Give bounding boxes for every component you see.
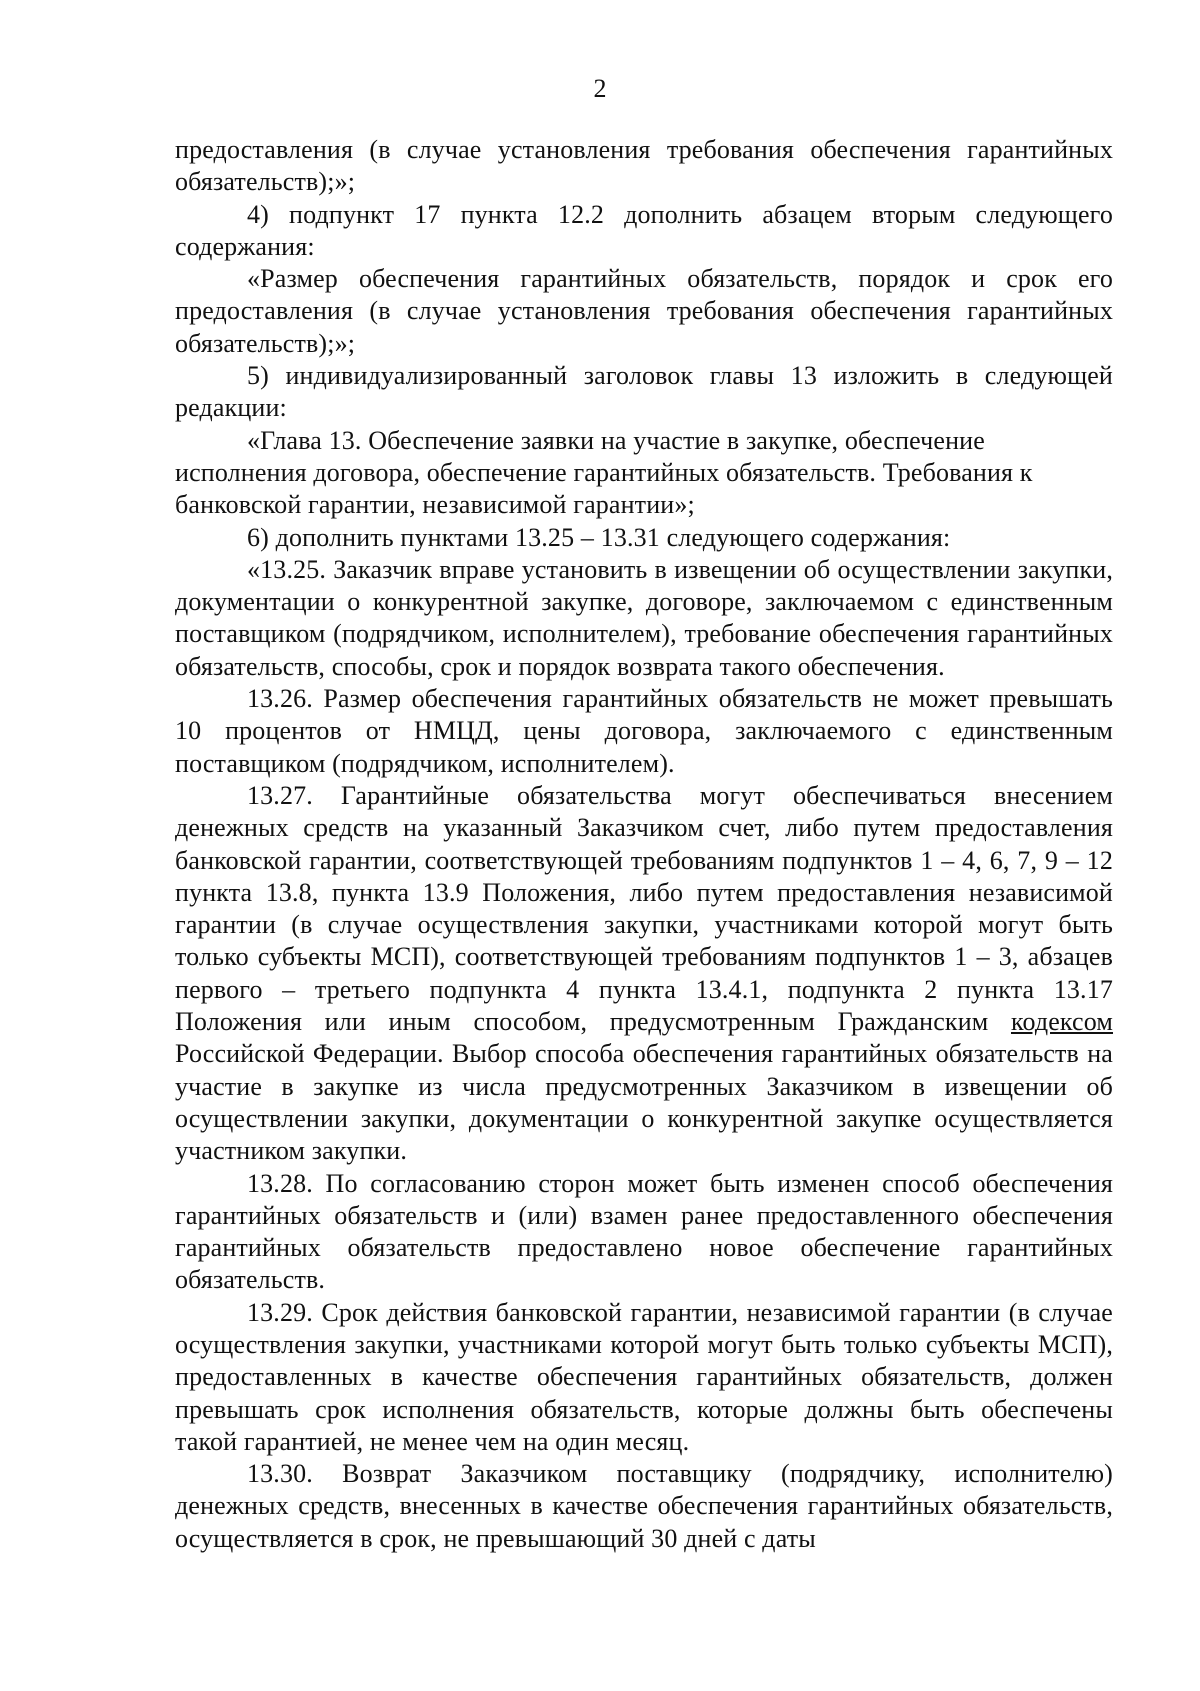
paragraph-13-26: 13.26. Размер обеспечения гарантийных обязательств не может превышать 10 процентов от НМЦД, цены договора, заключаемого с единственным поставщиком (подрядчиком, исполнителем). [175, 684, 1113, 778]
paragraph-13-25: «13.25. Заказчик вправе установить в извещении об осуществлении закупки, документации о конкурентной закупке, договоре, заключаемом с единственным поставщиком (подрядчиком, исполнителем), требование обеспечения гарантийных обязательств, способы, срок и порядок возврата такого обеспечения. [175, 554, 1113, 681]
paragraph-continuation: предоставления (в случае установления требования обеспечения гарантийных обязательств);»; [175, 135, 1113, 197]
paragraph-13-27-text-before: 13.27. Гарантийные обязательства могут обеспечиваться внесением денежных средств на указанный Заказчиком счет, либо путем предоставления банковской гарантии, соответствующей требованиям подпунктов 1 – 4, 6, 7, 9 – 12 пункта 13.8, пункта 13.9 Положения, либо путем предоставления независимой гарантии (в случае осуществления закупки, участниками которой могут быть только субъекты МСП), соответствующей требованиям подпунктов 1 – 3, абзацев первого – третьего подпункта 4 пункта 13.4.1, подпункта 2 пункта 13.17 Положения или иным способом, предусмотренным Гражданским [175, 780, 1113, 1037]
paragraph-13-27 [175, 780, 1113, 1168]
paragraph-13-28: 13.28. По согласованию сторон может быть изменен способ обеспечения гарантийных обязательств и (или) взамен ранее предоставленного обеспечения гарантийных обязательств предоставлено новое обеспечение гарантийных обязательств. [175, 1168, 1113, 1295]
paragraph-item-4: 4) подпункт 17 пункта 12.2 дополнить абзацем вторым следующего содержания: [175, 199, 1113, 261]
paragraph-item-5: 5) индивидуализированный заголовок главы 13 изложить в следующей редакции: [175, 361, 1113, 423]
paragraph-13-27-text-after: Российской Федерации. Выбор способа обеспечения гарантийных обязательств на участие в закупке из числа предусмотренных Заказчиком в извещении об осуществлении закупки, документации о конкурентной закупке осуществляется участником закупки. [175, 1039, 1113, 1166]
paragraph-quote-guarantee-size: «Размер обеспечения гарантийных обязательств, порядок и срок его предоставления (в случае установления требования обеспечения гарантийных обязательств);»; [175, 264, 1113, 358]
civil-code-link[interactable]: кодексом [1010, 1007, 1113, 1037]
page-number: 2 [593, 74, 607, 103]
paragraph-quote-chapter-13-title: «Глава 13. Обеспечение заявки на участие в закупке, обеспечение исполнения договора, обеспечение гарантийных обязательств. Требования к банковской гарантии, независимой гарантии»; [175, 425, 1033, 520]
document-body [175, 134, 1113, 1555]
paragraph-13-30: 13.30. Возврат Заказчиком поставщику (подрядчику, исполнителю) денежных средств, внесенных в качестве обеспечения гарантийных обязательств, осуществляется в срок, не превышающий 30 дней с даты [175, 1459, 1113, 1553]
paragraph-item-6: 6) дополнить пунктами 13.25 – 13.31 следующего содержания: [247, 522, 951, 552]
paragraph-13-29: 13.29. Срок действия банковской гарантии, независимой гарантии (в случае осуществления закупки, участниками которой могут быть только субъекты МСП), предоставленных в качестве обеспечения гарантийных обязательств, должен превышать срок исполнения обязательств, которые должны быть обеспечены такой гарантией, не менее чем на один месяц. [175, 1297, 1113, 1456]
